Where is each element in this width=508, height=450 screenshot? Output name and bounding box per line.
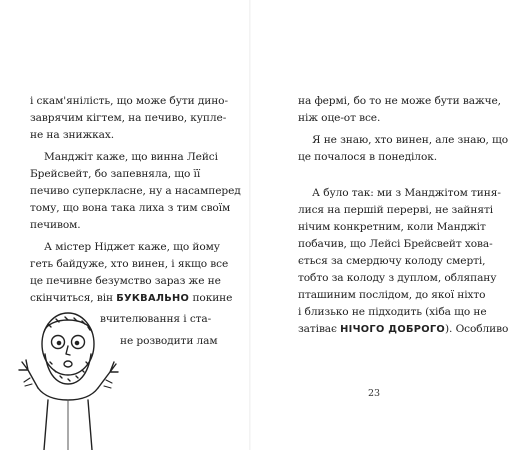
- text-line: це печивне безумство зараз же не: [30, 275, 221, 287]
- text-segment: скінчиться, він: [30, 292, 113, 304]
- text-line: печивом.: [30, 219, 81, 231]
- text-line: тобто за колоду з дуплом, обляпану: [298, 272, 497, 284]
- text-line: ніж оце-от все.: [298, 112, 381, 124]
- text-line: [298, 322, 508, 337]
- text-line: не на знижках.: [30, 129, 114, 141]
- text-segment: ). Особливо: [445, 323, 508, 335]
- text-line: геть байдуже, хто винен, і якщо все: [30, 258, 229, 270]
- text-line: заврячим кігтем, на печиво, купле-: [30, 112, 227, 124]
- character-illustration: [14, 300, 122, 450]
- text-line: побачив, що Лейсі Брейсвейт хова-: [298, 238, 493, 250]
- text-line: ється за смердючу колоду смерті,: [298, 255, 486, 267]
- text-line: Брейсвейт, бо запевняла, що її: [30, 168, 201, 180]
- text-line: нічим конкретним, коли Манджіт: [298, 221, 486, 233]
- text-line: А містер Ніджет каже, що йому: [44, 241, 220, 253]
- text-line: і скам'янілість, що може бути дино-: [30, 95, 228, 107]
- emphasis-word: БУКВАЛЬНО: [116, 293, 190, 304]
- left-page: [0, 0, 250, 450]
- emphasis-phrase: НІЧОГО ДОБРОГО: [340, 324, 446, 335]
- text-line: А було так: ми з Манджітом тиня-: [312, 187, 501, 199]
- text-line: не розводити лам: [120, 335, 218, 347]
- text-line: вчителювання і ста-: [100, 313, 212, 325]
- text-line: пташиним послідом, до якої ніхто: [298, 289, 486, 301]
- text-line: на фермі, бо то не може бути важче,: [298, 95, 501, 107]
- page-number: 23: [368, 388, 381, 399]
- text-line: Я не знаю, хто винен, але знаю, що: [312, 134, 508, 146]
- text-line: це почалося в понеділок.: [298, 151, 438, 163]
- text-line: Манджіт каже, що винна Лейсі: [44, 151, 218, 163]
- text-segment: затіває: [298, 323, 337, 335]
- text-line: і близько не підходить (хіба що не: [298, 306, 487, 318]
- text-line: лися на першій перерві, не зайняті: [298, 204, 493, 216]
- text-line: тому, що вона така лиха з тим своїм: [30, 202, 231, 214]
- text-line: печиво суперкласне, ну а насамперед: [30, 185, 241, 197]
- right-page: [250, 0, 508, 450]
- text-segment: покине: [192, 292, 233, 304]
